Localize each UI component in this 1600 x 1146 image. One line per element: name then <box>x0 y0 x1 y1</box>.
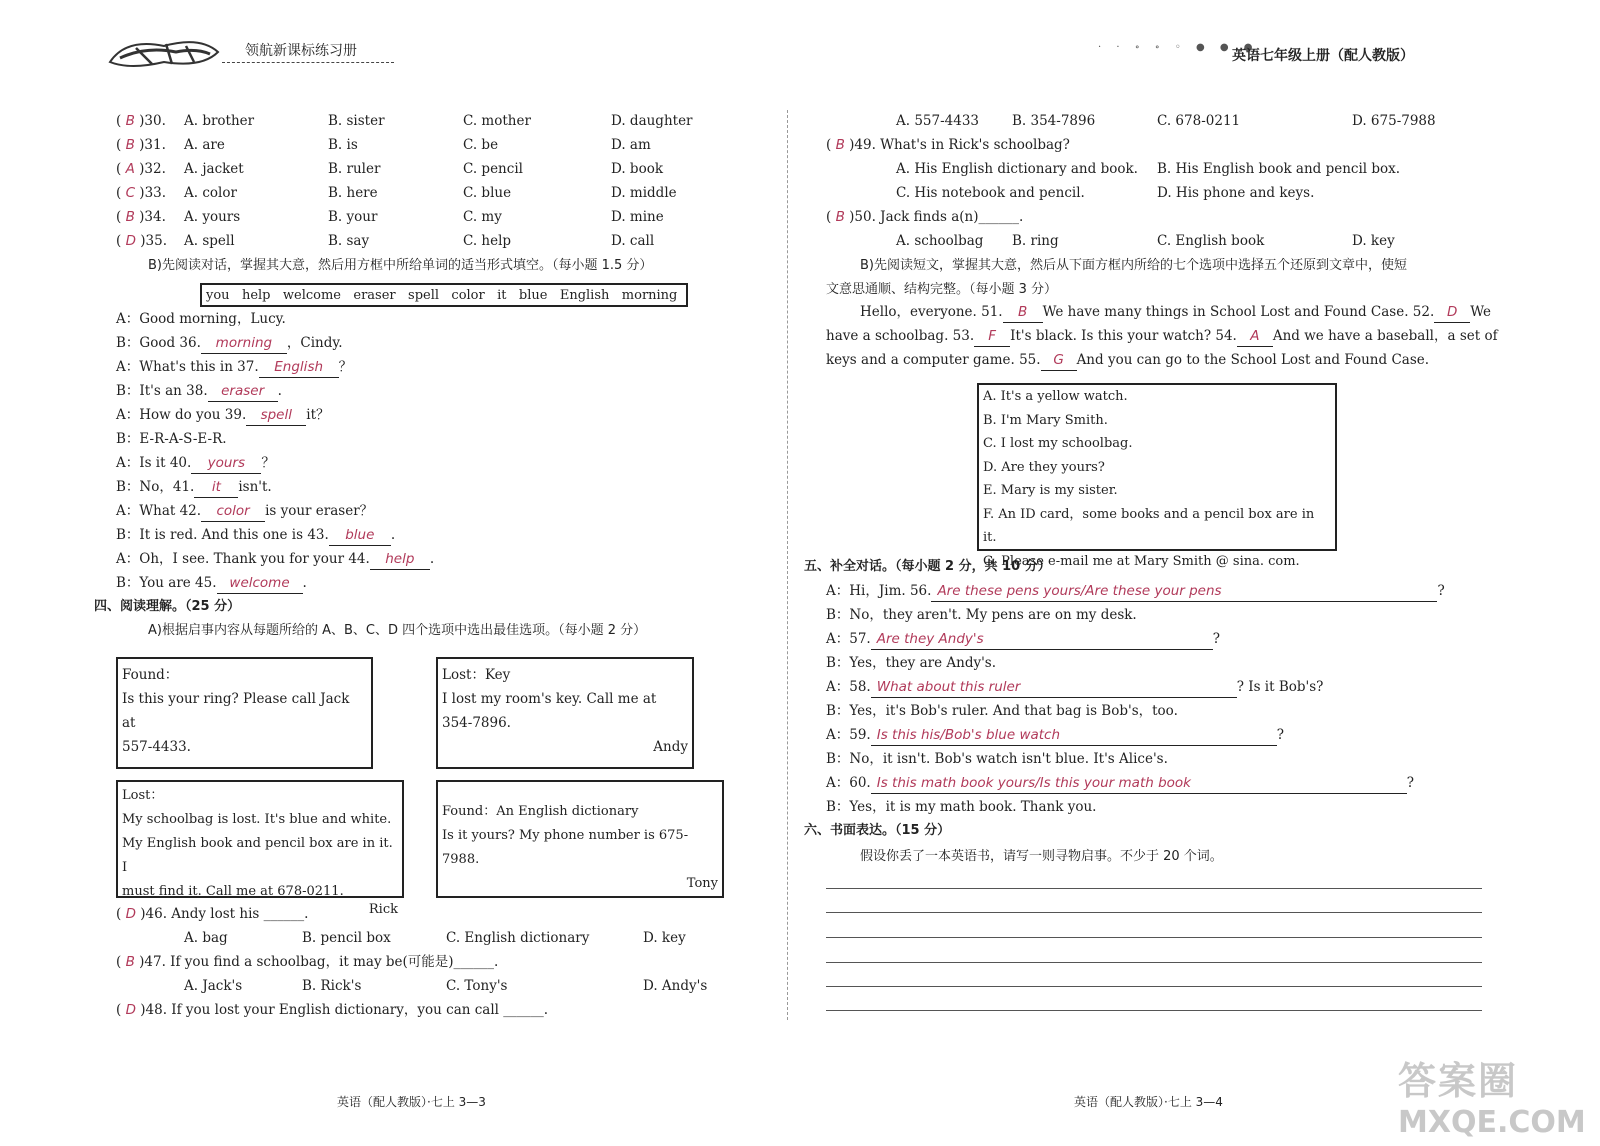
option: C. mother <box>463 113 531 129</box>
mc-row-32: ( A )32. <box>116 161 166 177</box>
dialogue-line: A：What 42. color is your eraser？ <box>116 501 373 521</box>
notice-lost-schoolbag: Lost： My schoolbag is lost. It's blue and white. My English book and pencil box are in it. I must find it. Call me at 678-0211. Rick <box>116 780 404 898</box>
passage-line-3: keys and a computer game. 55. G And you can go to the School Lost and Found Case. <box>826 350 1429 370</box>
left-footer: 英语（配人教版）·七上 3—3 <box>337 1095 486 1109</box>
option: B. say <box>328 233 370 249</box>
dialogue-line: A：How do you 39. spell it？ <box>116 405 330 425</box>
option: B. I'm Mary Smith. <box>983 412 1108 428</box>
passage-line-2: have a schoolbag. 53. F It's black. Is this your watch? 54. A And we have a baseball，a set of <box>826 326 1498 346</box>
option: B. ring <box>1012 233 1059 249</box>
dialogue-line: A：Is it 40. yours ？ <box>116 453 275 473</box>
dialogue-line: B：Good 36. morning ，Cindy. <box>116 333 342 353</box>
option: C. 678-0211 <box>1157 113 1241 129</box>
question-50: ( B )50. Jack finds a(n)______. <box>826 209 1024 225</box>
mc-row-34: ( B )34. <box>116 209 166 225</box>
option: A. It's a yellow watch. <box>983 389 1128 404</box>
writing-line[interactable] <box>826 888 1482 889</box>
option: D. call <box>611 233 655 249</box>
option: B. His English book and pencil box. <box>1157 161 1401 177</box>
option: D. daughter <box>611 113 693 129</box>
option: B. Rick's <box>302 978 362 994</box>
mc-row-31: ( B )31. <box>116 137 166 153</box>
partA-instructions: A)根据启事内容从每题所给的 A、B、C、D 四个选项中选出最佳选项。（每小题 2 分） <box>148 623 647 638</box>
section-6-title: 六、书面表达。（15 分） <box>804 823 951 838</box>
dialogue-line: A：59. Is this his/Bob's blue watch ? <box>826 725 1284 745</box>
dialogue-line: A：Hi，Jim. 56. Are these pens yours/Are these your pens ? <box>826 581 1445 601</box>
option: A. bag <box>184 930 228 946</box>
option: B. sister <box>328 113 385 129</box>
passage-line-1: Hello，everyone. 51. B We have many things in School Lost and Found Case. 52. D We <box>860 302 1491 322</box>
option: A. color <box>184 185 237 201</box>
option: B. your <box>328 209 378 225</box>
writing-line[interactable] <box>826 962 1482 963</box>
mc-row-33: ( C )33. <box>116 185 167 201</box>
option: C. blue <box>463 185 512 201</box>
dialogue-line: A：What's this in 37. English ？ <box>116 357 352 377</box>
option: C. His notebook and pencil. <box>896 185 1085 201</box>
option: A. are <box>184 137 225 153</box>
option: C. pencil <box>463 161 523 177</box>
option: A. His English dictionary and book. <box>896 161 1138 177</box>
question-46: ( D )46. Andy lost his ______. <box>116 906 309 922</box>
section-5-title: 五、补全对话。（每小题 2 分，共 10 分） <box>804 559 1051 574</box>
option: B. is <box>328 137 358 153</box>
option: D. His phone and keys. <box>1157 185 1315 201</box>
option: B. ruler <box>328 161 381 177</box>
dialogue-line: B：Yes，it is my math book. Thank you. <box>826 799 1097 815</box>
writing-line[interactable] <box>826 986 1482 987</box>
partB-instructions-line1: B)先阅读短文，掌握其大意，然后从下面方框内所给的七个选项中选择五个还原到文章中，使短 <box>860 258 1407 273</box>
option: D. 675-7988 <box>1352 113 1436 129</box>
option: D. Are they yours? <box>983 459 1105 475</box>
page-divider <box>787 110 788 1020</box>
options-box <box>977 383 1337 569</box>
dialogue-line: B：No，they aren't. My pens are on my desk. <box>826 607 1137 623</box>
option: A. schoolbag <box>896 233 984 249</box>
option: A. 557-4433 <box>896 113 980 129</box>
option: B. 354-7896 <box>1012 113 1096 129</box>
option: B. here <box>328 185 378 201</box>
option: D. middle <box>611 185 677 201</box>
question-47: ( B )47. If you find a schoolbag，it may be(可能是)______. <box>116 954 499 970</box>
partB-instructions-line2: 文意思通顺、结构完整。（每小题 3 分） <box>826 282 1058 297</box>
logo <box>106 34 222 70</box>
book-title: 领航新课标练习册 <box>245 43 357 59</box>
option: C. I lost my schoolbag. <box>983 436 1133 451</box>
option: C. be <box>463 137 499 153</box>
watermark: 答案圈 MXQE.COM <box>1398 1059 1586 1140</box>
dialogue-line: B：Yes，it's Bob's ruler. And that bag is Bob's，too. <box>826 703 1178 719</box>
option: D. key <box>1352 233 1395 249</box>
dialogue-line: B：It is red. And this one is 43. blue . <box>116 525 395 545</box>
dialogue-line: A：Good morning，Lucy. <box>116 311 286 327</box>
dialogue-line: B：E-R-A-S-E-R. <box>116 431 227 447</box>
option: D. book <box>611 161 664 177</box>
dialogue-line: B：Yes，they are Andy's. <box>826 655 997 671</box>
writing-prompt: 假设你丢了一本英语书，请写一则寻物启事。不少于 20 个词。 <box>860 849 1223 864</box>
dialogue-line: A：Oh，I see. Thank you for your 44. help . <box>116 549 434 569</box>
word-bank: you help welcome eraser spell color it blue English morning <box>200 283 688 307</box>
dialogue-line: A：58. What about this ruler ? Is it Bob's? <box>826 677 1323 697</box>
right-footer: 英语（配人教版）·七上 3—4 <box>1074 1095 1223 1109</box>
option: C. my <box>463 209 502 225</box>
option: D. mine <box>611 209 664 225</box>
option: F. An ID card，some books and a pencil box are in it. <box>983 506 1315 545</box>
writing-line[interactable] <box>826 1010 1482 1011</box>
dialogue-line: B：No，it isn't. Bob's watch isn't blue. It's Alice's. <box>826 751 1168 767</box>
option: E. Mary is my sister. <box>983 483 1118 498</box>
option: C. Tony's <box>446 978 508 994</box>
question-49: ( B )49. What's in Rick's schoolbag? <box>826 137 1070 153</box>
option: D. am <box>611 137 651 153</box>
option: A. Jack's <box>184 978 243 994</box>
option: A. spell <box>184 233 235 249</box>
option: D. key <box>643 930 686 946</box>
notice-found-dictionary: Found：An English dictionary Is it yours? My phone number is 675-7988. Tony <box>436 780 724 898</box>
option: D. Andy's <box>643 978 708 994</box>
subject-title: 英语七年级上册（配人教版） <box>1232 48 1414 64</box>
option: C. English dictionary <box>446 930 590 946</box>
option: A. brother <box>184 113 255 129</box>
option: A. jacket <box>184 161 244 177</box>
dialogue-line: B：You are 45. welcome . <box>116 573 307 593</box>
header-dotted-rule <box>222 62 394 63</box>
header-dots: · · ∘ ∘ ◦ ● ● ● <box>1098 42 1259 53</box>
option: C. help <box>463 233 512 249</box>
option: A. yours <box>184 209 241 225</box>
option: C. English book <box>1157 233 1265 249</box>
dialogue-line: A：57. Are they Andy's ? <box>826 629 1220 649</box>
section-4-title: 四、阅读理解。（25 分） <box>94 599 241 614</box>
dialogue-line: B：No，41. it isn't. <box>116 477 272 497</box>
notice-lost-key: Lost：Key I lost my room's key. Call me at 354-7896. Andy <box>436 657 694 769</box>
mc-row-30: ( B )30. <box>116 113 166 129</box>
writing-line[interactable] <box>826 912 1482 913</box>
option: B. pencil box <box>302 930 391 946</box>
mc-row-35: ( D )35. <box>116 233 168 249</box>
partB-instructions: B)先阅读对话，掌握其大意，然后用方框中所给单词的适当形式填空。（每小题 1.5 分） <box>148 258 653 273</box>
question-48: ( D )48. If you lost your English dictionary，you can call ______. <box>116 1002 549 1018</box>
notice-found-ring: Found： Is this your ring? Please call Jack at 557-4433. <box>116 657 373 769</box>
dialogue-line: B：It's an 38. eraser . <box>116 381 282 401</box>
option: G. Please e-mail me at Mary Smith @ sina. com. <box>983 553 1300 569</box>
writing-line[interactable] <box>826 937 1482 938</box>
dialogue-line: A：60. Is this math book yours/Is this your math book ? <box>826 773 1414 793</box>
